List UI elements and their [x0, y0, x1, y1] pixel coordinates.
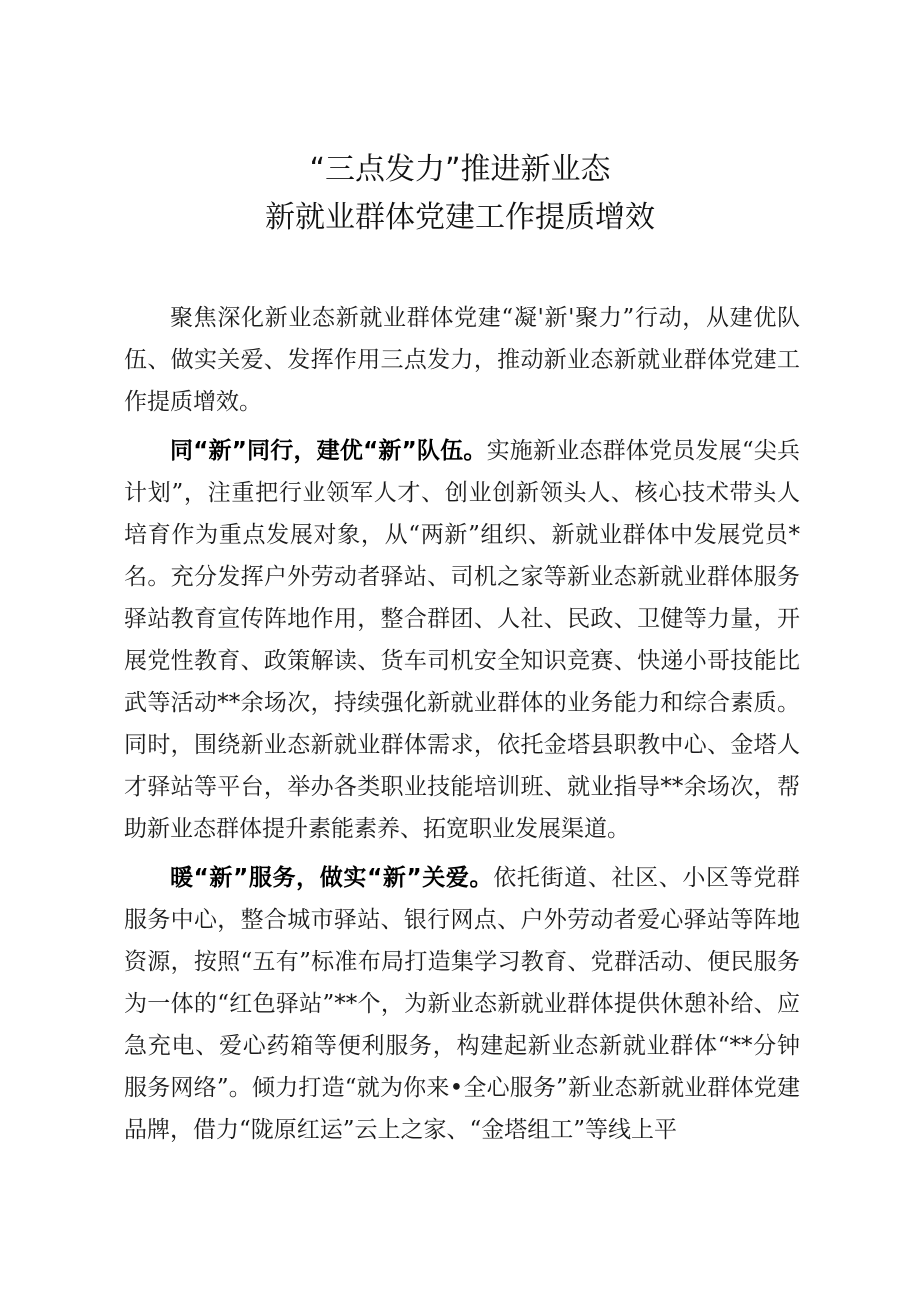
paragraph-service [124, 857, 800, 1151]
paragraph-intro [124, 297, 800, 423]
title-line-2: 新就业群体党建工作提质增效 [265, 200, 655, 235]
document-title [0, 146, 920, 242]
paragraph-text: 实施新业态群体党员发展“尖兵计划”，注重把行业领军人才、创业创新领头人、核心技术带头人培育作为重点发展对象，从“两新”组织、新就业群体中发展党员*名。充分发挥户外劳动者驿站、司机之家等新业态新就业群体服务驿站教育宣传阵地作用，整合群团、人社、民政、卫健等力量，开展党性教育、政策解读、货车司机安全知识竞赛、快递小哥技能比武等活动**余场次，持续强化新就业群体的业务能力和综合素质。同时，围绕新业态新就业群体需求，依托金塔县职教中心、金塔人才驿站等平台，举办各类职业技能培训班、就业指导**余场次，帮助新业态群体提升素能素养、拓宽职业发展渠道。 [124, 438, 800, 842]
title-line-1: “三点发力”推进新业态 [309, 152, 611, 187]
paragraph-text: 聚焦深化新业态新就业群体党建“凝'新'聚力”行动，从建优队伍、做实关爱、发挥作用三点发力，推动新业态新就业群体党建工作提质增效。 [124, 305, 800, 415]
paragraph-text: 依托街道、社区、小区等党群服务中心，整合城市驿站、银行网点、户外劳动者爱心驿站等阵地资源，按照“五有”标准布局打造集学习教育、党群活动、便民服务为一体的“红色驿站”**个，为新业态新就业群体提供休憩补给、应急充电、爱心药箱等便利服务，构建起新业态新就业群体“**分钟服务网络”。倾力打造“就为你来•全心服务”新业态新就业群体党建品牌，借力“陇原红运”云上之家、“金塔组工”等线上平 [124, 865, 801, 1143]
document-body [124, 297, 800, 1158]
paragraph-lead: 同“新”同行，建优“新”队伍。 [170, 438, 487, 464]
paragraph-team [124, 430, 800, 850]
paragraph-lead: 暖“新”服务，做实“新”关爱。 [170, 865, 494, 891]
